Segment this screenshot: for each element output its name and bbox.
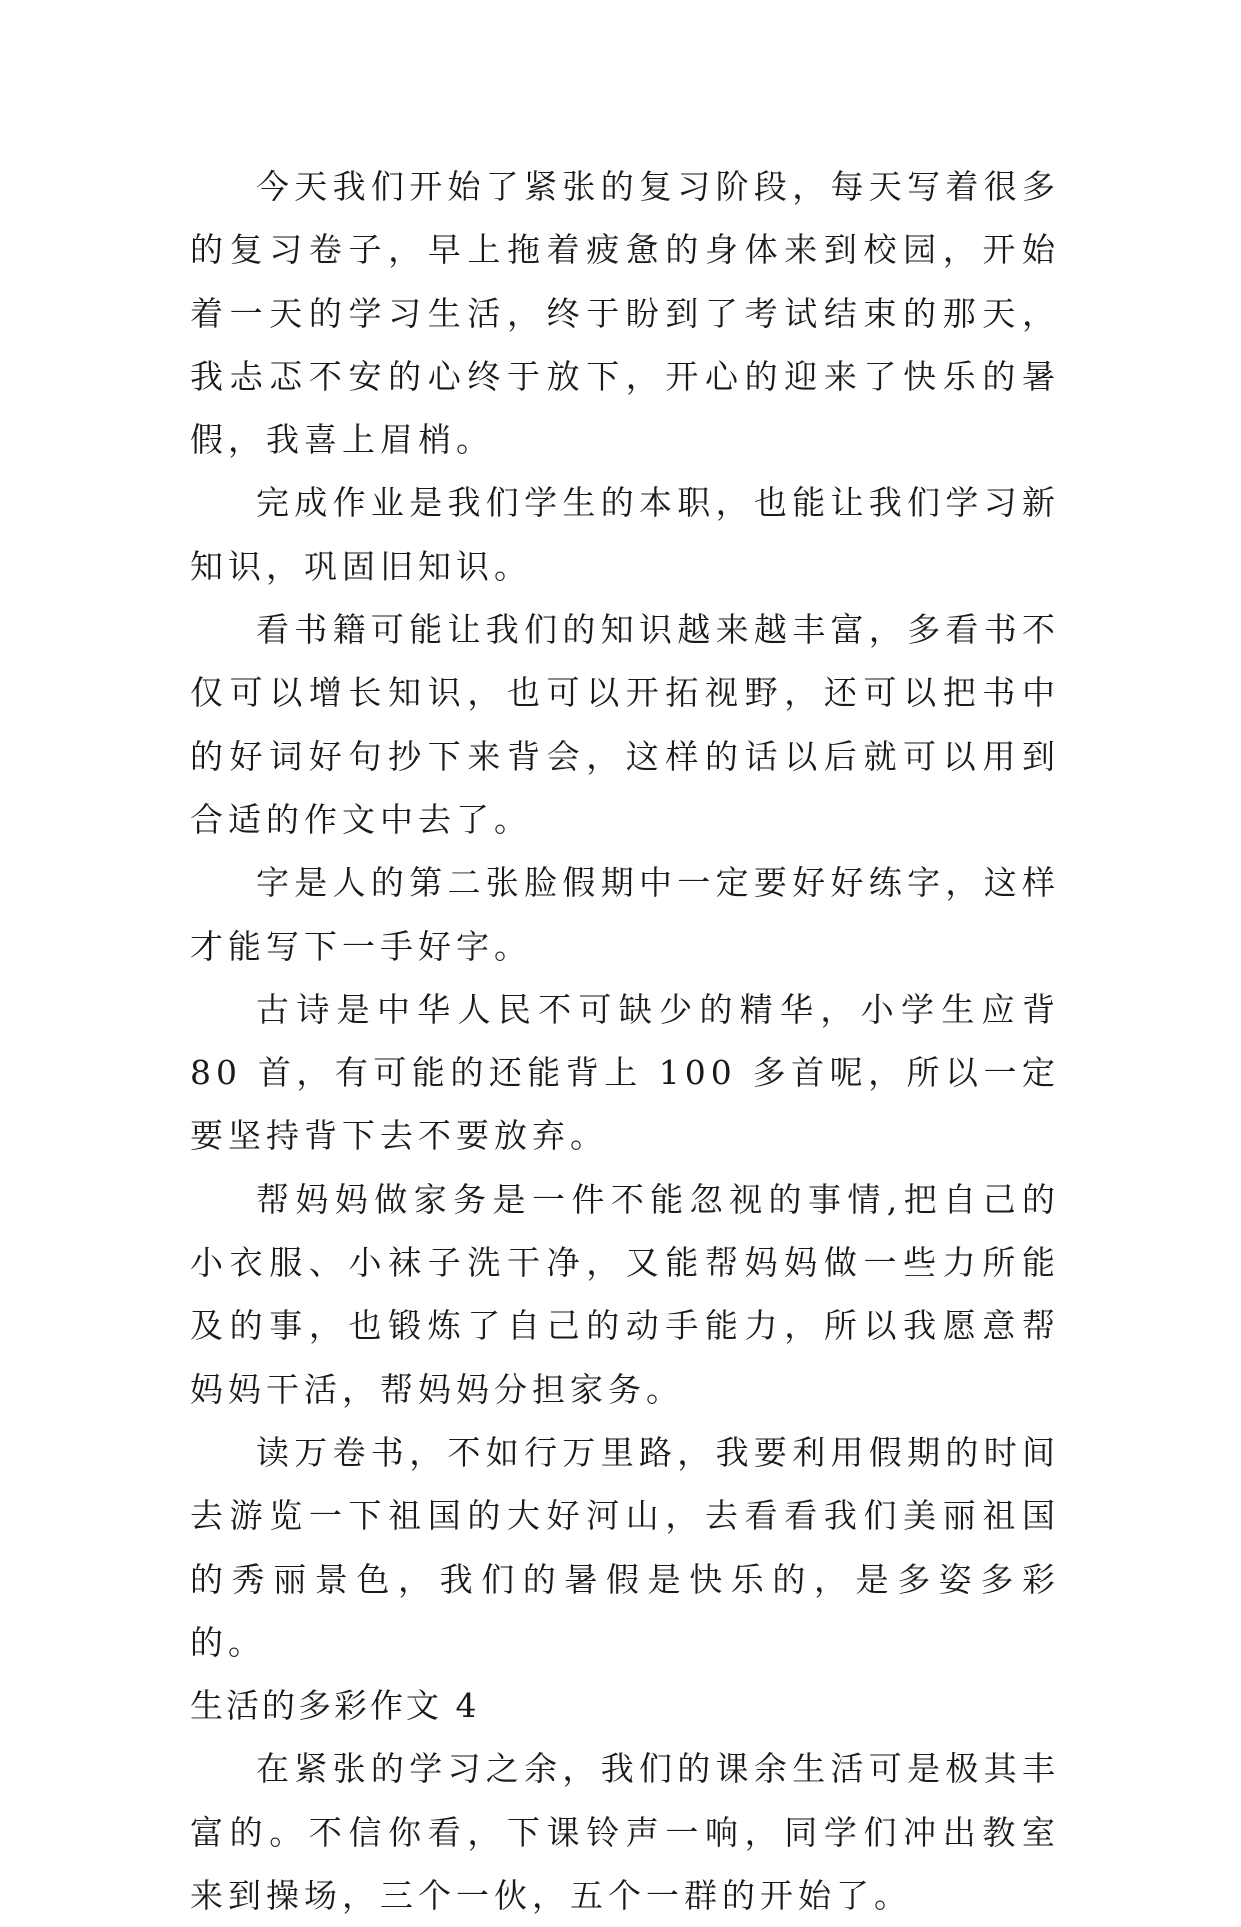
paragraph-reading: 看书籍可能让我们的知识越来越丰富，多看书不仅可以增长知识，也可以开拓视野，还可以把书中的好词好句抄下来背会，这样的话以后就可以用到合适的作文中去了。: [190, 610, 1060, 839]
paragraph-review-stage: 今天我们开始了紧张的复习阶段，每天写着很多的复习卷子，早上拖着疲惫的身体来到校园，开始着一天的学习生活，终于盼到了考试结束的那天，我忐忑不安的心终于放下，开心的迎来了快乐的暑假，我喜上眉梢。: [190, 167, 1060, 460]
paragraph-housework: 帮妈妈做家务是一件不能忽视的事情,把自己的小衣服、小袜子洗干净，又能帮妈妈做一些力所能及的事，也锻炼了自己的动手能力，所以我愿意帮妈妈干活，帮妈妈分担家务。: [190, 1179, 1060, 1409]
paragraph-travel: 读万卷书，不如行万里路，我要利用假期的时间去游览一下祖国的大好河山，去看看我们美丽祖国的秀丽景色，我们的暑假是快乐的，是多姿多彩的。: [190, 1432, 1060, 1662]
paragraph-ancient-poems: 古诗是中华人民不可缺少的精华，小学生应背 80 首，有可能的还能背上 100 多首呢，所以一定要坚持背下去不要放弃。: [190, 989, 1060, 1156]
paragraph-homework: 完成作业是我们学生的本职，也能让我们学习新知识，巩固旧知识。: [190, 483, 1060, 586]
section-title: 生活的多彩作文 4: [190, 1686, 480, 1726]
paragraph-extracurricular: 在紧张的学习之余，我们的课余生活可是极其丰富的。不信你看，下课铃声一响，同学们冲出教室来到操场，三个一伙，五个一群的开始了。: [190, 1749, 1060, 1916]
document-page: [190, 155, 1060, 1927]
paragraph-calligraphy: 字是人的第二张脸假期中一定要好好练字，这样才能写下一手好字。: [190, 863, 1060, 966]
